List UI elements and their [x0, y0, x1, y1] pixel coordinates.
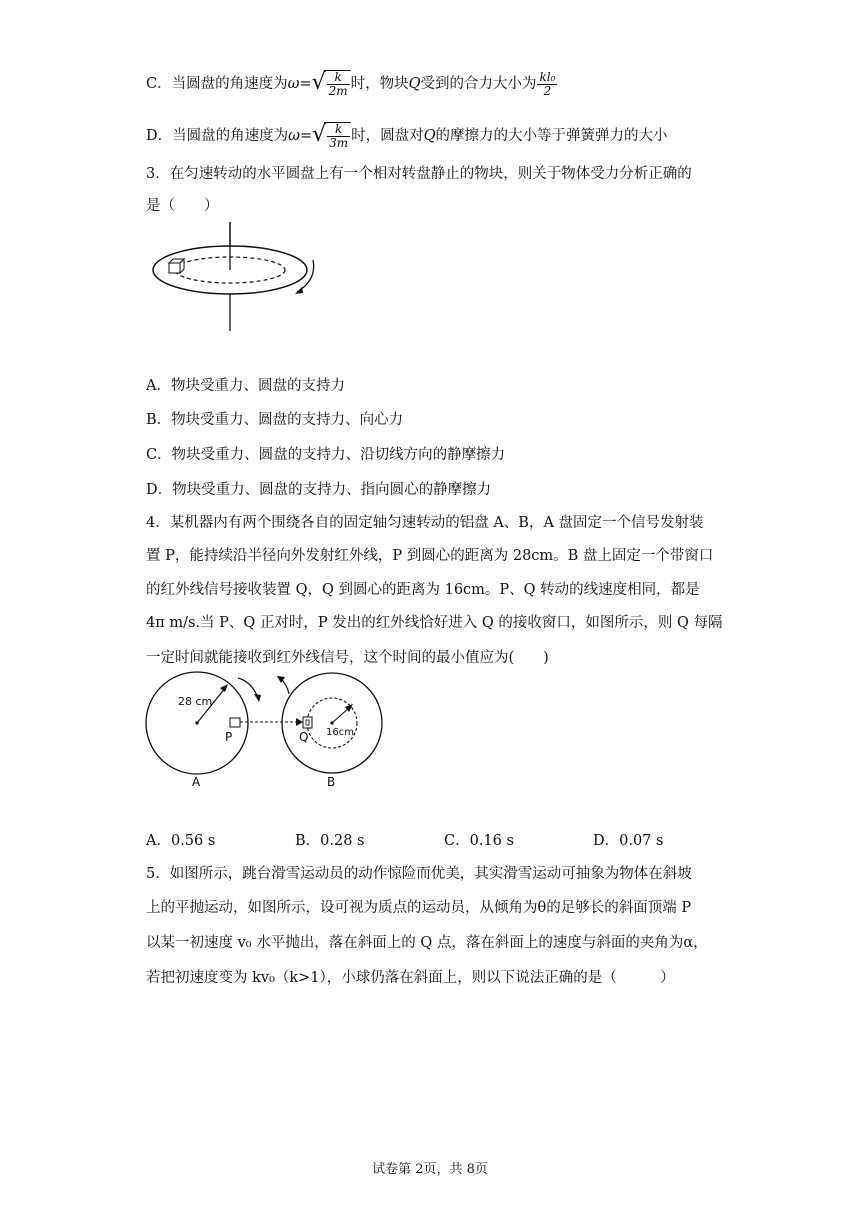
radius-a-label: 28 cm — [178, 695, 213, 708]
q4-option-c: C．0.16 s — [444, 833, 514, 849]
force-fraction: $\frac{\text{kl₀}}{2}$ — [539, 69, 556, 98]
svg-text:Q: Q — [299, 730, 309, 744]
q4-stem-line4: 4π m/s.当 P、Q 正对时，P 发出的红外线恰好进入 Q 的接收窗口，如图所示，则 Q 每隔 — [146, 615, 723, 631]
rotating-disk-figure — [145, 220, 325, 335]
block-icon — [169, 259, 184, 273]
q3-option-a: A．物块受重力、圆盘的支持力 — [146, 378, 345, 394]
page-footer: 试卷第 2页，共 8页 — [372, 1162, 488, 1177]
q4-stem-line2: 置 P，能持续沿半径向外发射红外线，P 到圆心的距离为 28cm。B 盘上固定一个带窗口 — [146, 548, 714, 564]
q3-stem-line1: 3．在匀速转动的水平圆盘上有一个相对转盘静止的物块，则关于物体受力分析正确的 — [146, 166, 692, 182]
sqrt-expression: √ $\frac{k}{2m}$ — [312, 70, 351, 98]
q5-stem-line1: 5．如图所示，跳台滑雪运动员的动作惊险而优美，其实滑雪运动可抽象为物体在斜坡 — [146, 866, 692, 882]
radius-b-label: 16cm — [326, 727, 354, 738]
q3-stem-line2: 是（ ） — [146, 198, 219, 214]
q3-option-d: D．物块受重力、圆盘的支持力、指向圆心的静摩擦力 — [146, 482, 492, 498]
sqrt-expression: √ $\frac{k}{3m}$ — [312, 122, 351, 150]
q2-option-c: C．当圆盘的角速度为ω= √ $\frac{k}{2m}$ 时，物块Q受到的合力大小为 $\frac{\text{kl₀}}{2}$ — [146, 69, 556, 98]
q4-option-d: D．0.07 s — [593, 833, 664, 849]
q5-stem-line4: 若把初速度变为 kv₀（k>1），小球仍落在斜面上，则以下说法正确的是（ ） — [146, 970, 675, 986]
svg-text:B: B — [327, 775, 336, 789]
q4-stem-line3: 的红外线信号接收装置 Q，Q 到圆心的距离为 16cm。P、Q 转动的线速度相同，都是 — [146, 582, 700, 598]
q4-option-b: B．0.28 s — [295, 833, 365, 849]
q2-option-d: D．当圆盘的角速度为ω= √ $\frac{k}{3m}$ 时，圆盘对Q的摩擦力的大小等于弹簧弹力的大小 — [146, 122, 668, 150]
q5-stem-line3: 以某一初速度 v₀ 水平抛出，落在斜面上的 Q 点，落在斜面上的速度与斜面的夹角为α， — [146, 935, 708, 951]
q5-stem-line2: 上的平抛运动，如图所示，设可视为质点的运动员，从倾角为θ的足够长的斜面顶端 P — [146, 900, 692, 916]
disk-ab-figure — [140, 670, 400, 795]
q4-option-a: A．0.56 s — [146, 833, 216, 849]
q3-option-c: C．物块受重力、圆盘的支持力、沿切线方向的静摩擦力 — [146, 447, 506, 463]
svg-text:P: P — [225, 730, 233, 744]
q3-option-b: B．物块受重力、圆盘的支持力、向心力 — [146, 412, 404, 428]
emitter-p — [230, 718, 240, 727]
q4-stem-line1: 4．某机器内有两个围绕各自的固定轴匀速转动的铝盘 A、B，A 盘固定一个信号发射装 — [146, 515, 704, 531]
svg-text:A: A — [192, 775, 201, 789]
q4-stem-line5: 一定时间就能接收到红外线信号，这个时间的最小值应为( ) — [146, 650, 549, 666]
